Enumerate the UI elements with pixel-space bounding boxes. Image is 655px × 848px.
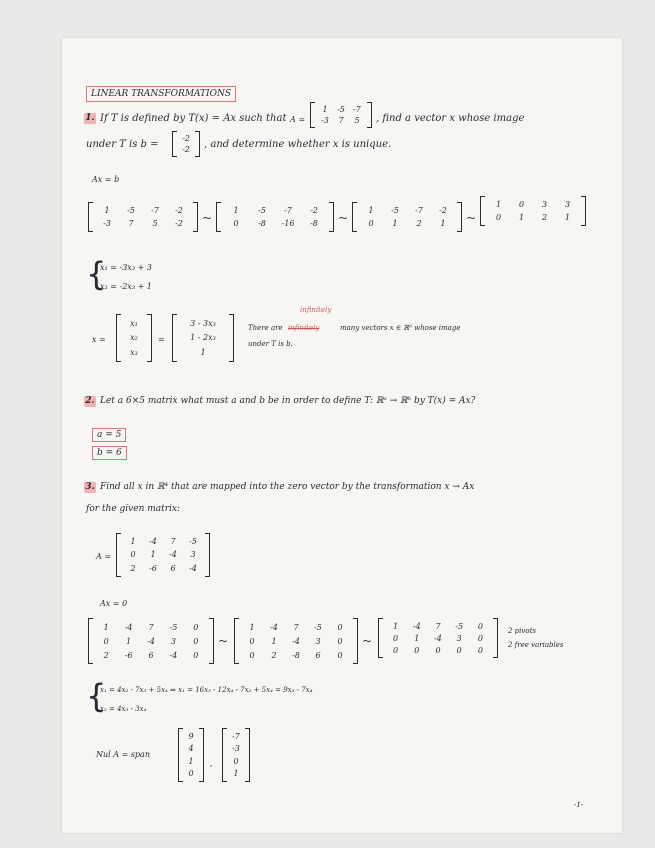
matrix-entry: 2	[130, 563, 136, 573]
matrix-entry: 3	[541, 200, 548, 209]
matrix-entry: 1	[414, 633, 420, 643]
matrix-entry: -6	[124, 650, 133, 660]
problem-2-answer-b: b = 6	[92, 446, 127, 460]
matrix-entry: 3	[456, 633, 462, 643]
problem-1-number: 1.	[85, 113, 95, 123]
problem-1-matrix-1	[88, 202, 198, 232]
matrix-entry: -2	[175, 206, 183, 215]
matrix-entry: 0	[477, 633, 483, 643]
matrix-entry: -2	[310, 206, 318, 215]
matrix-bracket-left	[216, 202, 221, 232]
row-equivalent-symbol: ~	[338, 211, 349, 225]
matrix-entry: -7	[151, 206, 159, 215]
matrix-entry: -2	[182, 145, 190, 154]
matrix-entry: 0	[368, 219, 374, 228]
matrix-entry: 0	[337, 636, 343, 646]
problem-3-a-label: A =	[96, 552, 112, 561]
problem-1-note-c: under T is b.	[248, 340, 293, 348]
problem-1-solution-vector	[172, 314, 234, 362]
problem-1-text-d: , and determine whether x is unique.	[204, 139, 392, 150]
matrix-entry: -2	[439, 206, 447, 215]
matrix-bracket-left	[116, 533, 121, 577]
matrix-entry: 2	[416, 219, 422, 228]
matrix-entry: -5	[455, 621, 464, 631]
matrix-entry: 6	[170, 563, 176, 573]
page-number: -1-	[574, 801, 584, 809]
matrix-entry: 0	[103, 636, 109, 646]
problem-3-text-a: Find all x in ℝ⁴ that are mapped into the zero vector by the transformation x → Ax	[100, 482, 475, 492]
matrix-bracket-right	[353, 618, 358, 664]
matrix-entry: -4	[149, 537, 157, 547]
matrix-entry: -5	[391, 206, 399, 215]
matrix-bracket-left	[234, 618, 239, 664]
matrix-entry: 1	[104, 206, 110, 215]
matrix-bracket-right	[199, 728, 204, 782]
matrix-bracket-left	[88, 618, 93, 664]
page-title: LINEAR TRANSFORMATIONS	[86, 86, 236, 102]
matrix-entry: 1 - 2x₃	[190, 333, 216, 343]
problem-3-matrix-1	[88, 618, 214, 664]
matrix-entry: 0	[393, 633, 399, 643]
matrix-bracket-left	[116, 314, 121, 362]
matrix-entry: -7	[232, 731, 240, 741]
matrix-entry: 0	[193, 622, 199, 632]
matrix-entry: -4	[270, 622, 278, 632]
problem-1-matrix-2	[216, 202, 334, 232]
null-space-vector-2	[222, 728, 250, 782]
matrix-entry: 1	[188, 756, 194, 766]
problem-1-note-b: many vectors x ∈ ℝ³ whose image	[340, 324, 461, 332]
matrix-entry: 0	[193, 636, 199, 646]
problem-1-note-insert: infinitely	[300, 306, 332, 314]
matrix-entry: 1	[150, 550, 156, 560]
matrix-bracket-right	[457, 202, 462, 232]
matrix-entry: 0	[435, 645, 441, 655]
matrix-bracket-right	[367, 102, 372, 128]
matrix-entry: 1	[233, 769, 239, 779]
problem-3-matrix-3	[378, 618, 498, 658]
pivot-count-note: 2 pivots	[508, 627, 536, 635]
matrix-entry: 0	[233, 219, 239, 228]
matrix-entry: 1	[392, 219, 398, 228]
matrix-entry: -5	[337, 105, 345, 114]
matrix-bracket-left	[88, 202, 93, 232]
matrix-entry: 0	[477, 621, 483, 631]
matrix-entry: 0	[188, 769, 194, 779]
matrix-bracket-left	[178, 728, 183, 782]
matrix-bracket-right	[193, 202, 198, 232]
row-equivalent-symbol: ~	[202, 211, 213, 225]
matrix-entry: -2	[182, 134, 190, 143]
matrix-entry: -4	[412, 621, 421, 631]
matrix-bracket-right	[329, 202, 334, 232]
null-space-vector-1	[178, 728, 204, 782]
matrix-entry: -5	[258, 206, 266, 215]
matrix-entry: 4	[188, 744, 194, 754]
problem-1-matrix-4	[480, 196, 586, 226]
matrix-entry: 2	[541, 213, 548, 222]
system-brace: {	[86, 677, 107, 715]
matrix-entry: 1	[368, 206, 374, 215]
matrix-bracket-left	[310, 102, 315, 128]
matrix-entry: 1	[564, 213, 571, 222]
matrix-entry: 7	[338, 116, 344, 125]
matrix-bracket-left	[378, 618, 383, 658]
matrix-bracket-left	[172, 131, 177, 157]
matrix-entry: -3	[321, 116, 329, 125]
matrix-bracket-right	[147, 314, 152, 362]
matrix-entry: 7	[435, 621, 441, 631]
matrix-entry: x₃	[130, 348, 138, 358]
matrix-entry: -3	[232, 744, 240, 754]
matrix-bracket-right	[493, 618, 498, 658]
problem-1-matrix-3	[352, 202, 462, 232]
matrix-entry: -8	[292, 650, 300, 660]
matrix-entry: -5	[127, 206, 135, 215]
matrix-entry: -4	[169, 550, 177, 560]
matrix-entry: -5	[169, 622, 178, 632]
matrix-entry: 0	[233, 756, 239, 766]
matrix-entry: 7	[293, 622, 299, 632]
matrix-entry: 7	[128, 219, 134, 228]
matrix-entry: -5	[189, 537, 197, 547]
problem-3-text-b: for the given matrix:	[86, 504, 181, 514]
matrix-entry: -4	[169, 650, 178, 660]
matrix-entry: -7	[353, 105, 361, 114]
matrix-entry: 1	[130, 537, 136, 547]
matrix-entry: 6	[148, 650, 154, 660]
matrix-entry: 2	[103, 650, 109, 660]
matrix-entry: 0	[518, 200, 525, 209]
matrix-entry: 0	[337, 650, 343, 660]
problem-3-solution-x2: x₂ = 4x₃ - 3x₄	[100, 705, 147, 713]
matrix-entry: -4	[124, 622, 133, 632]
matrix-entry: x₂	[130, 333, 138, 343]
problem-1-text-a: If T is defined by T(x) = Ax such that	[100, 113, 287, 124]
matrix-entry: 1	[440, 219, 446, 228]
matrix-entry: 1	[126, 636, 132, 646]
matrix-bracket-left	[172, 314, 177, 362]
matrix-entry: 5	[152, 219, 158, 228]
matrix-entry: 3	[315, 636, 321, 646]
matrix-entry: -7	[284, 206, 292, 215]
matrix-entry: -2	[175, 219, 183, 228]
free-variable-note: 2 free variables	[508, 641, 564, 649]
problem-1-vector-b	[172, 131, 200, 157]
matrix-entry: 6	[315, 650, 321, 660]
problem-3-matrix-a	[116, 533, 210, 577]
notebook-page	[62, 38, 622, 833]
matrix-bracket-right	[229, 314, 234, 362]
matrix-entry: 3	[190, 550, 196, 560]
problem-3-number: 3.	[85, 482, 95, 492]
matrix-bracket-left	[222, 728, 227, 782]
matrix-entry: -16	[281, 219, 295, 228]
matrix-entry: 1	[249, 622, 255, 632]
matrix-entry: -4	[434, 633, 442, 643]
matrix-entry: 0	[393, 645, 399, 655]
problem-1-matrix-a	[310, 102, 372, 128]
row-equivalent-symbol: ~	[466, 211, 477, 225]
matrix-entry: 1	[200, 348, 206, 358]
matrix-bracket-left	[480, 196, 485, 226]
matrix-entry: 7	[170, 537, 176, 547]
problem-1-x-vector	[116, 314, 152, 362]
system-brace: {	[86, 255, 107, 293]
problem-1-x-label: x =	[92, 335, 106, 344]
matrix-entry: 9	[188, 731, 194, 741]
equals-sign: =	[158, 335, 165, 344]
matrix-entry: -6	[149, 563, 157, 573]
matrix-entry: -8	[258, 219, 266, 228]
matrix-entry: 0	[193, 650, 199, 660]
problem-1-note-strike: infinitely	[288, 324, 320, 332]
matrix-entry: -7	[415, 206, 423, 215]
matrix-entry: 0	[456, 645, 462, 655]
comma: ,	[210, 759, 213, 768]
matrix-entry: 0	[130, 550, 136, 560]
matrix-entry: 1	[103, 622, 109, 632]
problem-2-number: 2.	[85, 396, 95, 406]
matrix-entry: 3	[564, 200, 571, 209]
problem-1-solution-x2: x₂ = -2x₃ + 1	[100, 282, 152, 291]
problem-3-equation: Ax = 0	[100, 599, 128, 608]
matrix-entry: 1	[233, 206, 239, 215]
matrix-entry: -4	[292, 636, 300, 646]
matrix-entry: 3 - 3x₃	[190, 318, 216, 328]
matrix-entry: 0	[495, 213, 502, 222]
matrix-entry: 1	[322, 105, 328, 114]
matrix-entry: -4	[189, 563, 197, 573]
problem-3-matrix-2	[234, 618, 358, 664]
problem-1-equation: Ax = b	[92, 175, 120, 184]
matrix-entry: 2	[271, 650, 277, 660]
problem-3-solution-x1: x₁ = 4x₂ - 7x₃ + 5x₄ ⇒ x₁ = 16x₃ - 12x₄ - 7x₃ + 5x₄ = 9x₃ - 7x₄	[100, 686, 313, 694]
matrix-entry: 5	[354, 116, 360, 125]
problem-1-text-b: , find a vector x whose image	[376, 113, 525, 124]
matrix-entry: 0	[477, 645, 483, 655]
problem-1-note-a: There are	[248, 324, 283, 332]
matrix-entry: 0	[249, 636, 255, 646]
row-equivalent-symbol: ~	[362, 634, 373, 648]
matrix-entry: -8	[310, 219, 318, 228]
matrix-entry: -4	[147, 636, 155, 646]
matrix-bracket-right	[209, 618, 214, 664]
problem-1-text-c: under T is b =	[86, 139, 159, 150]
matrix-entry: 1	[495, 200, 502, 209]
matrix-entry: 0	[249, 650, 255, 660]
problem-1-solution-x1: x₁ = -3x₃ + 3	[100, 263, 152, 272]
problem-2-text: Let a 6×5 matrix what must a and b be in order to define T: ℝᵃ → ℝᵇ by T(x) = Ax?	[100, 396, 476, 406]
matrix-bracket-right	[581, 196, 586, 226]
matrix-entry: -5	[314, 622, 322, 632]
row-equivalent-symbol: ~	[218, 634, 229, 648]
problem-2-answer-a: a = 5	[92, 428, 126, 442]
matrix-entry: -3	[103, 219, 111, 228]
matrix-entry: 7	[148, 622, 154, 632]
matrix-entry: x₁	[130, 318, 138, 328]
matrix-bracket-right	[245, 728, 250, 782]
matrix-entry: 1	[518, 213, 525, 222]
matrix-entry: 0	[337, 622, 343, 632]
matrix-bracket-right	[195, 131, 200, 157]
matrix-entry: 3	[170, 636, 176, 646]
matrix-entry: 0	[414, 645, 420, 655]
problem-1-a-label: A =	[290, 115, 306, 124]
matrix-entry: 1	[393, 621, 399, 631]
matrix-bracket-right	[205, 533, 210, 577]
null-space-label: Nul A = span	[96, 750, 150, 759]
matrix-entry: 1	[271, 636, 277, 646]
matrix-bracket-left	[352, 202, 357, 232]
